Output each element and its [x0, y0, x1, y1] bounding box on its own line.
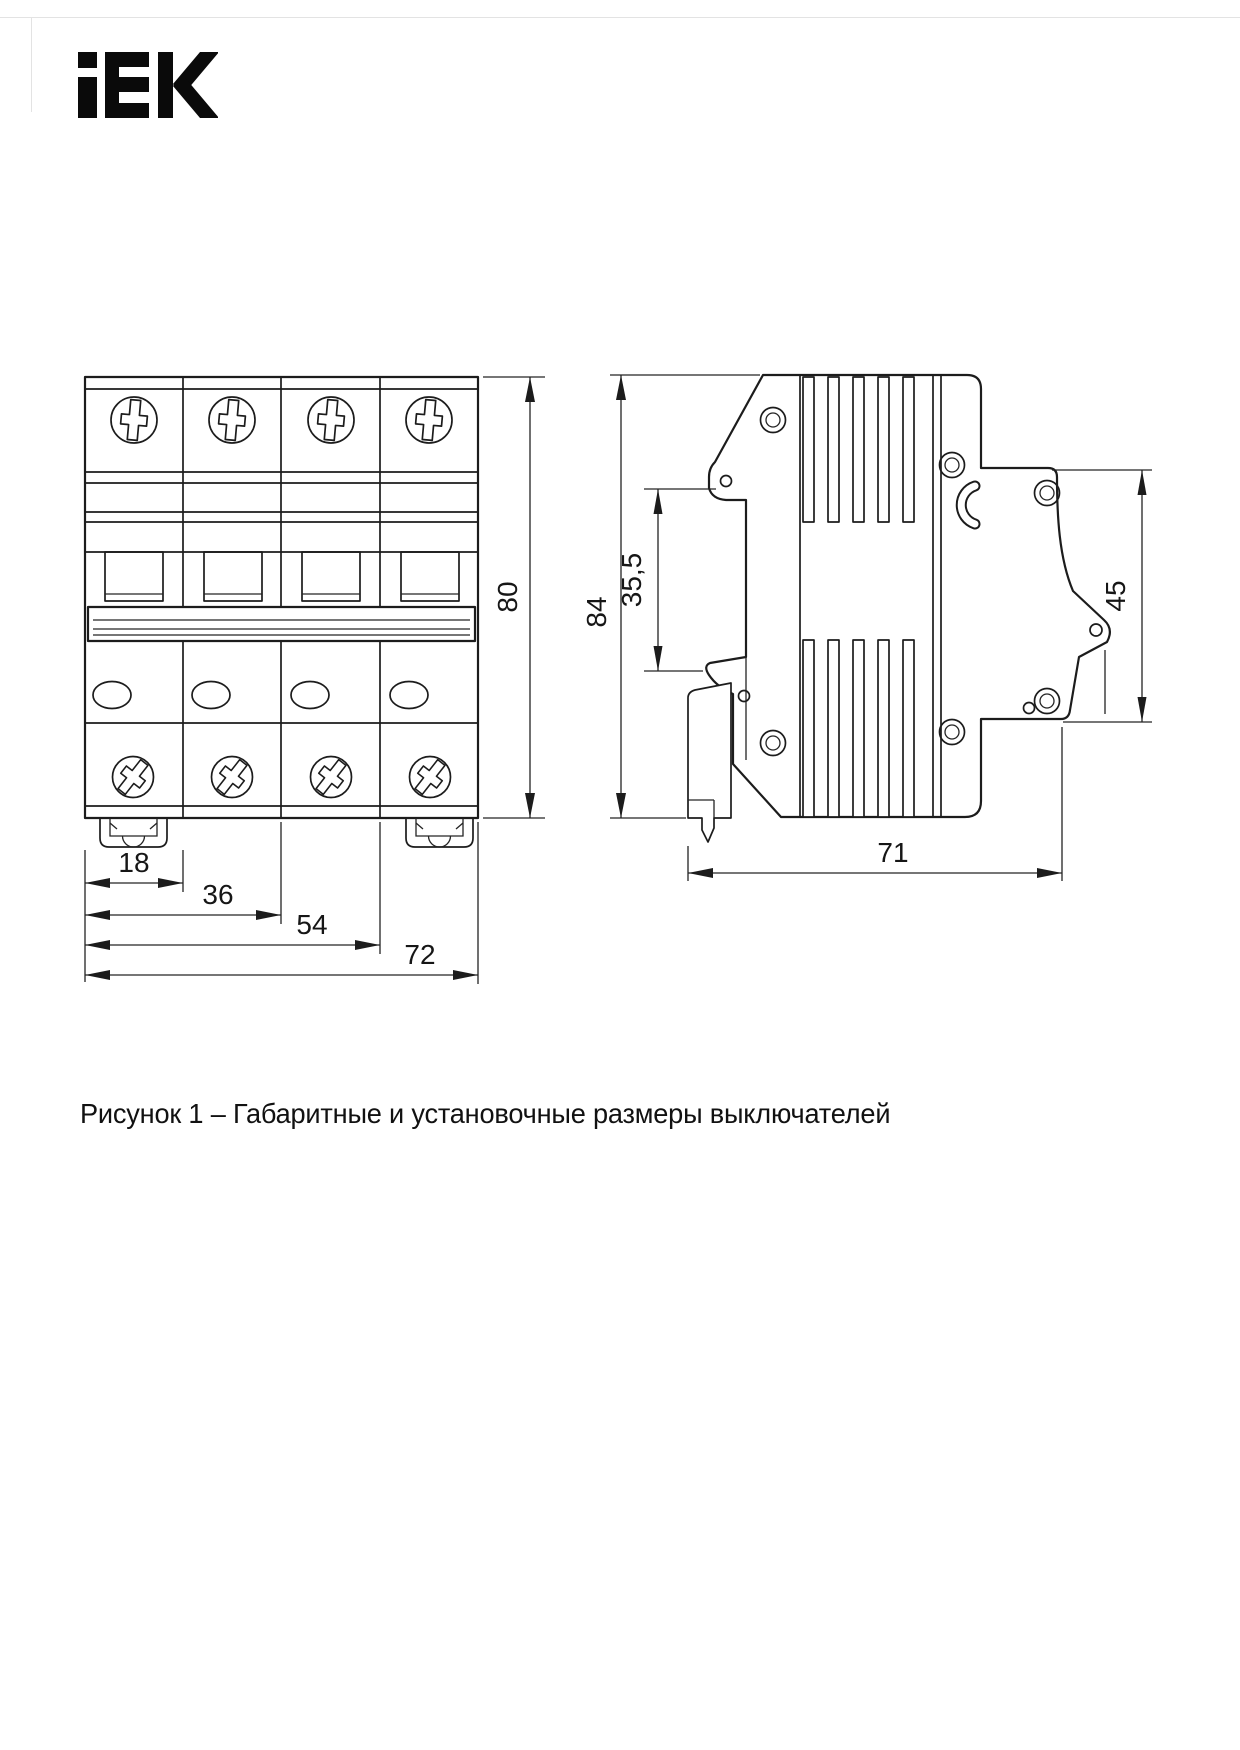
dim-label-80: 80: [492, 581, 523, 613]
din-clip-left: [100, 818, 167, 847]
dim-depth: [688, 837, 1062, 878]
side-view: [581, 375, 1152, 881]
dim-front-panel-height: [1100, 470, 1147, 722]
din-slider-clip: [688, 683, 731, 842]
dim-label-18: 18: [118, 847, 150, 878]
figure-caption: Рисунок 1 – Габаритные и установочные размеры выключателей: [80, 1098, 891, 1129]
dim-module-width: [85, 847, 183, 888]
dim-label-71: 71: [877, 837, 909, 868]
dim-din-offset: [616, 489, 663, 671]
dim-label-84: 84: [581, 596, 612, 628]
dim-label-45: 45: [1100, 580, 1131, 612]
dim-label-72: 72: [404, 939, 436, 970]
dim-label-36: 36: [202, 879, 234, 910]
din-clip-right: [406, 818, 473, 847]
front-view: [85, 377, 545, 984]
toggle-tie-bar: [88, 607, 475, 641]
dim-label-35-5: 35,5: [616, 552, 647, 608]
dim-front-height: [492, 377, 535, 818]
dim-label-54: 54: [296, 909, 328, 940]
